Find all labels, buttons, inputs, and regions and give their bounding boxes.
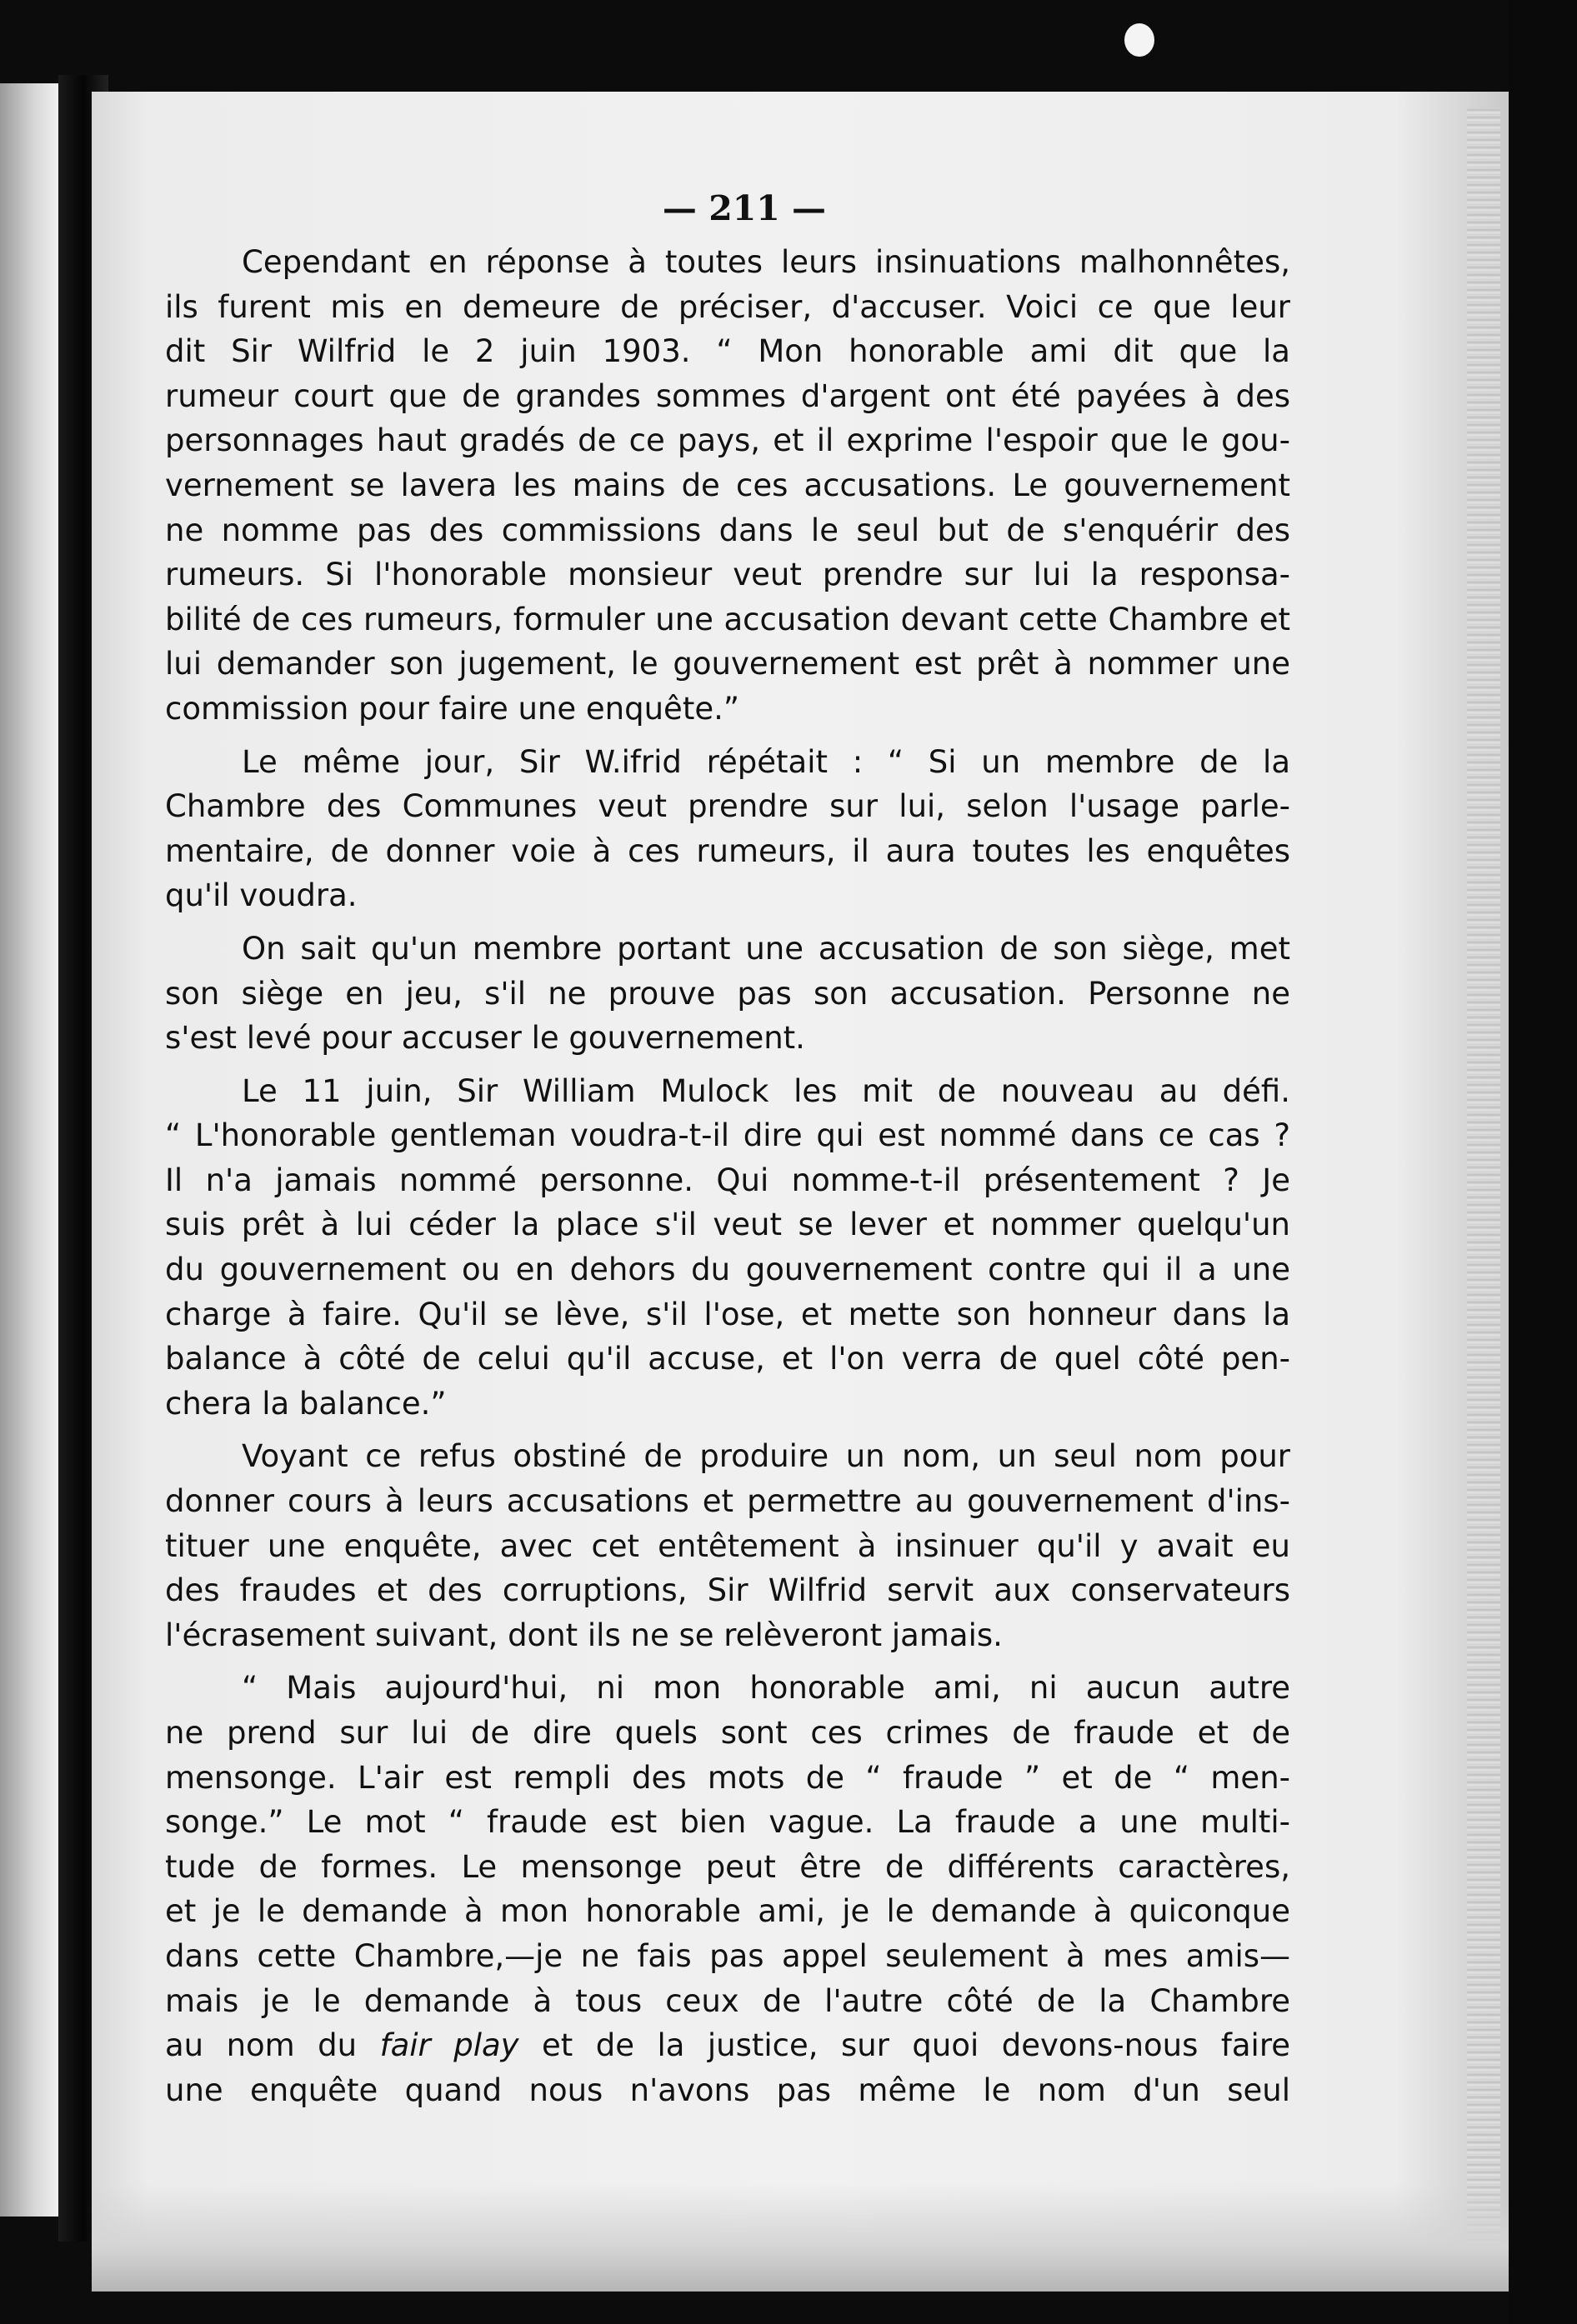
- text-line: tude de formes. Le mensonge peut être de différents caractères,: [165, 1848, 1290, 1885]
- text-line: qu'il voudra.: [165, 877, 358, 914]
- text-line: au nom du fair play et de la justice, sur quoi devons-nous faire: [165, 2027, 1290, 2064]
- paragraph-3: [165, 927, 1290, 1061]
- text-line: s'est levé pour accuser le gouvernement.: [165, 1020, 805, 1057]
- paragraph-5: [165, 1434, 1290, 1657]
- page-text: [165, 182, 1290, 2121]
- text-line: charge à faire. Qu'il se lève, s'il l'ose, et mette son honneur dans la: [165, 1296, 1290, 1332]
- text-line: Cependant en réponse à toutes leurs insinuations malhonnêtes,: [242, 244, 1290, 280]
- text-line: rumeur court que de grandes sommes d'argent ont été payées à des: [165, 377, 1290, 414]
- text-line: suis prêt à lui céder la place s'il veut se lever et nommer quelqu'un: [165, 1207, 1290, 1243]
- text-line: personnages haut gradés de ce pays, et il exprime l'espoir que le gou-: [165, 422, 1290, 459]
- text-line: vernement se lavera les mains de ces accusations. Le gouvernement: [165, 467, 1290, 503]
- text-line: Le 11 juin, Sir William Mulock les mit de nouveau au défi.: [242, 1072, 1290, 1109]
- text-line: Il n'a jamais nommé personne. Qui nomme-t-il présentement ? Je: [165, 1162, 1290, 1198]
- text-line: lui demander son jugement, le gouvernement est prêt à nommer une: [165, 646, 1290, 682]
- text-line: dans cette Chambre,—je ne fais pas appel seulement à mes amis—: [165, 1937, 1290, 1974]
- text-line: songe.” Le mot “ fraude est bien vague. La fraude a une multi-: [165, 1804, 1290, 1841]
- text-line: mentaire, de donner voie à ces rumeurs, il aura toutes les enquêtes: [165, 832, 1290, 869]
- scan-background-right: [1509, 0, 1577, 2324]
- text-line: Chambre des Communes veut prendre sur lui, selon l'usage parle-: [165, 788, 1290, 825]
- text-line: On sait qu'un membre portant une accusation de son siège, met: [242, 930, 1290, 967]
- text-line: “ L'honorable gentleman voudra-t-il dire qui est nommé dans ce cas ?: [165, 1117, 1290, 1154]
- page-number: — 211 —: [662, 188, 827, 228]
- paragraph-4: [165, 1069, 1290, 1427]
- text-line: Voyant ce refus obstiné de produire un nom, un seul nom pour: [242, 1438, 1290, 1475]
- text-line: une enquête quand nous n'avons pas même le nom d'un seul: [165, 2072, 1290, 2108]
- text-line: mais je le demande à tous ceux de l'autre côté de la Chambre: [165, 1982, 1290, 2019]
- text-line: l'écrasement suivant, dont ils ne se relèveront jamais.: [165, 1617, 1003, 1653]
- scan-blot: [1124, 23, 1154, 57]
- text-line: mensonge. L'air est rempli des mots de “ fraude ” et de “ men-: [165, 1759, 1290, 1796]
- page-right-edge: [1467, 108, 1500, 2275]
- paragraph-2: [165, 740, 1290, 918]
- text-line: des fraudes et des corruptions, Sir Wilfrid servit aux conservateurs: [165, 1572, 1290, 1609]
- text-line: commission pour faire une enquête.”: [165, 690, 740, 727]
- text-line: chera la balance.”: [165, 1385, 447, 1422]
- text-line: dit Sir Wilfrid le 2 juin 1903. “ Mon honorable ami dit que la: [165, 333, 1290, 370]
- text-line: tituer une enquête, avec cet entêtement à insinuer qu'il y avait eu: [165, 1527, 1290, 1564]
- text-line: “ Mais aujourd'hui, ni mon honorable ami, ni aucun autre: [242, 1670, 1290, 1707]
- text-line: donner cours à leurs accusations et permettre au gouvernement d'ins-: [165, 1483, 1290, 1520]
- page-bottom-shadow: [92, 2183, 1509, 2292]
- paragraph-1: [165, 240, 1290, 732]
- text-line: ne prend sur lui de dire quels sont ces crimes de fraude et de: [165, 1715, 1290, 1751]
- italic-phrase: fair play: [379, 2027, 519, 2064]
- facing-page-edge: [0, 83, 58, 2217]
- text-line: ne nomme pas des commissions dans le seul but de s'enquérir des: [165, 512, 1290, 548]
- text-line: rumeurs. Si l'honorable monsieur veut prendre sur lui la responsa-: [165, 557, 1290, 593]
- text-line: et je le demande à mon honorable ami, je le demande à quiconque: [165, 1893, 1290, 1930]
- paragraph-6: [165, 1666, 1290, 2112]
- text-line: bilité de ces rumeurs, formuler une accusation devant cette Chambre et: [165, 601, 1290, 637]
- text-line: son siège en jeu, s'il ne prouve pas son accusation. Personne ne: [165, 975, 1290, 1012]
- text-line: balance à côté de celui qu'il accuse, et l'on verra de quel côté pen-: [165, 1341, 1290, 1377]
- text-line: Le même jour, Sir W.ifrid répétait : “ Si un membre de la: [242, 743, 1290, 780]
- text-line: du gouvernement ou en dehors du gouvernement contre qui il a une: [165, 1252, 1290, 1288]
- text-line: ils furent mis en demeure de préciser, d'accuser. Voici ce que leur: [165, 288, 1290, 325]
